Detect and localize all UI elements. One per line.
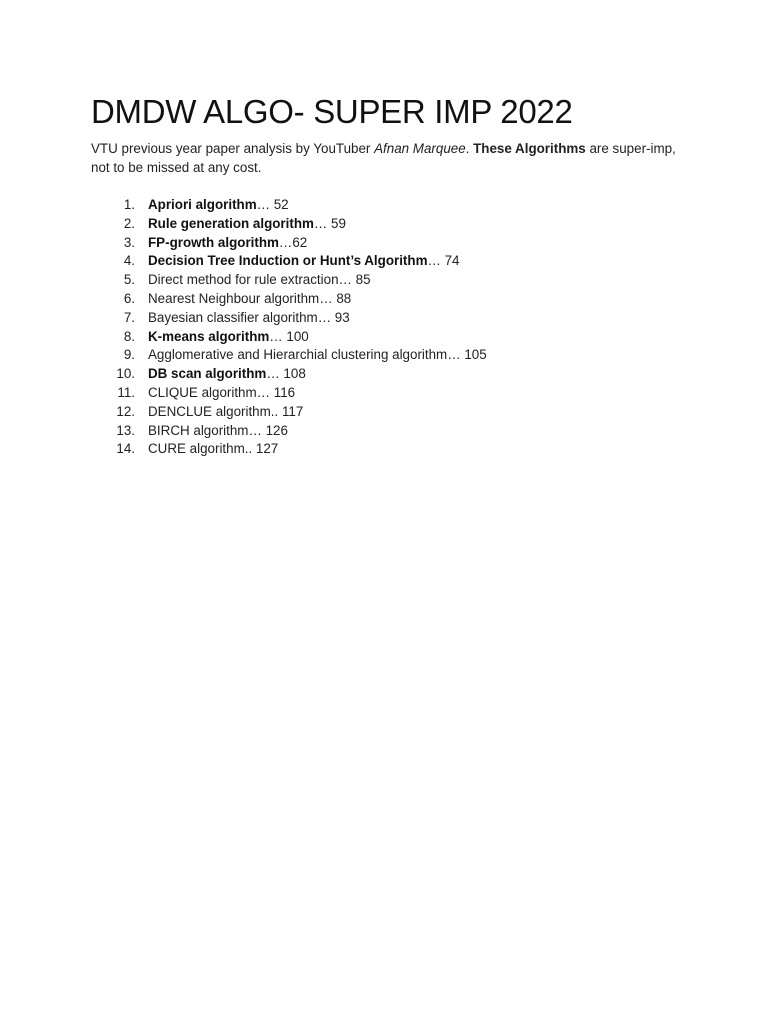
page-reference: … 52 bbox=[256, 197, 289, 212]
list-item-number: 8. bbox=[123, 328, 135, 344]
algorithm-name: DENCLUE algorithm bbox=[148, 403, 271, 419]
list-item bbox=[91, 252, 691, 271]
algorithm-name: Nearest Neighbour algorithm bbox=[148, 290, 320, 306]
algorithm-name: DB scan algorithm bbox=[148, 366, 267, 382]
list-item-body bbox=[148, 234, 307, 253]
list-item-body bbox=[148, 365, 306, 384]
list-item-body bbox=[148, 309, 350, 328]
algorithm-name: BIRCH algorithm bbox=[148, 422, 249, 438]
list-item bbox=[91, 271, 691, 290]
list-item-number: 10. bbox=[116, 366, 135, 382]
page-reference: … 108 bbox=[266, 366, 306, 382]
algorithm-name: K-means algorithm bbox=[148, 328, 270, 344]
list-item bbox=[91, 290, 691, 309]
list-item-body bbox=[148, 252, 460, 271]
intro-text-2: . bbox=[465, 141, 474, 156]
list-item-number: 1. bbox=[123, 197, 135, 212]
intro-text-3: are super-imp, not to be missed at any cost. bbox=[91, 141, 676, 175]
list-item-number: 13. bbox=[116, 422, 135, 438]
list-item bbox=[91, 346, 691, 365]
list-item-body bbox=[148, 403, 303, 422]
algorithm-list bbox=[91, 196, 691, 459]
list-item-number: 4. bbox=[123, 253, 135, 269]
list-item bbox=[91, 309, 691, 328]
list-item bbox=[91, 403, 691, 422]
list-item bbox=[91, 196, 691, 215]
algorithm-name: Rule generation algorithm bbox=[148, 215, 314, 231]
list-item-body bbox=[148, 290, 351, 309]
algorithm-name: CURE algorithm bbox=[148, 441, 245, 457]
page-reference: … 105 bbox=[447, 347, 487, 363]
list-item-body bbox=[148, 215, 346, 234]
list-item bbox=[91, 215, 691, 234]
algorithm-name: Agglomerative and Hierarchial clustering algorithm bbox=[148, 347, 448, 363]
list-item-number: 3. bbox=[123, 234, 135, 250]
algorithm-name: Bayesian classifier algorithm bbox=[148, 309, 318, 325]
list-item-body bbox=[148, 384, 295, 403]
list-item-body bbox=[148, 346, 487, 365]
list-item-body bbox=[148, 422, 288, 441]
list-item bbox=[91, 422, 691, 441]
algorithm-name: Decision Tree Induction or Hunt’s Algorithm bbox=[148, 253, 428, 269]
list-item bbox=[91, 365, 691, 384]
intro-bold-text: These Algorithms bbox=[473, 141, 586, 156]
page-reference: … 85 bbox=[338, 272, 371, 288]
list-item-body bbox=[148, 440, 278, 459]
list-item-number: 7. bbox=[123, 309, 135, 325]
algorithm-name: Direct method for rule extraction bbox=[148, 272, 339, 288]
list-item-number: 14. bbox=[116, 441, 135, 457]
list-item bbox=[91, 440, 691, 459]
author-name: Afnan Marquee bbox=[374, 141, 466, 156]
intro-text-1: VTU previous year paper analysis by YouTuber bbox=[91, 141, 375, 156]
page-reference: … 100 bbox=[269, 328, 309, 344]
page-reference: .. 127 bbox=[244, 441, 279, 457]
list-item-body bbox=[148, 328, 309, 347]
list-item bbox=[91, 384, 691, 403]
list-item-body bbox=[148, 196, 289, 215]
list-item bbox=[91, 234, 691, 253]
list-item-number: 9. bbox=[123, 347, 135, 363]
page-reference: … 59 bbox=[313, 215, 346, 231]
page-reference: …62 bbox=[278, 234, 308, 250]
algorithm-name: CLIQUE algorithm bbox=[148, 384, 257, 400]
list-item-number: 5. bbox=[123, 272, 135, 288]
document-page bbox=[91, 92, 691, 459]
algorithm-name: Apriori algorithm bbox=[148, 197, 257, 212]
list-item-number: 11. bbox=[117, 384, 135, 400]
algorithm-name: FP-growth algorithm bbox=[148, 234, 279, 250]
page-reference: … 126 bbox=[248, 422, 288, 438]
page-reference: … 116 bbox=[256, 384, 296, 400]
list-item-number: 12. bbox=[116, 403, 135, 419]
list-item-body bbox=[148, 271, 371, 290]
document-title: DMDW ALGO- SUPER IMP 2022 bbox=[91, 93, 573, 130]
list-item-number: 6. bbox=[123, 290, 135, 306]
page-reference: … 74 bbox=[427, 253, 460, 269]
page-reference: .. 117 bbox=[270, 403, 304, 419]
list-item bbox=[91, 328, 691, 347]
list-item-number: 2. bbox=[123, 215, 135, 231]
page-reference: … 93 bbox=[317, 309, 350, 325]
page-reference: … 88 bbox=[319, 290, 352, 306]
intro-paragraph bbox=[91, 139, 691, 177]
